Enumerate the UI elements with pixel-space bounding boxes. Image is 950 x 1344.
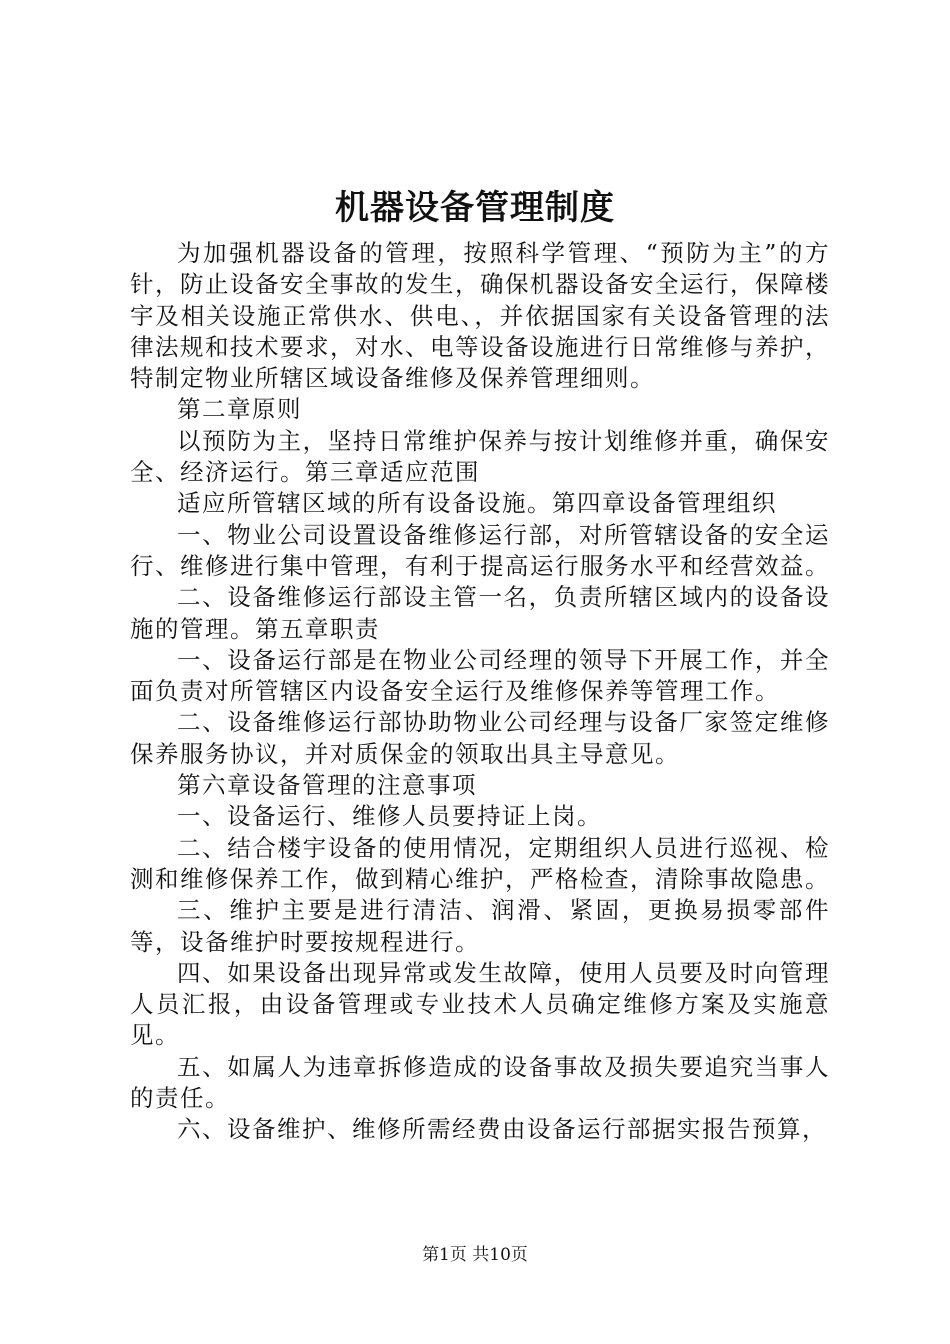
document-body (130, 238, 830, 1146)
paragraph-principle: 以预防为主，坚持日常维护保养与按计划维修并重，确保安全、经济运行。第三章适应范围 (130, 426, 830, 487)
paragraph-notice-2: 二、结合楼宇设备的使用情况，定期组织人员进行巡视、检测和维修保养工作，做到精心维护，严格检查，清除事故隐患。 (130, 833, 830, 893)
paragraph-chapter-6-heading: 第六章设备管理的注意事项 (177, 771, 477, 800)
paragraph-scope: 适应所管辖区域的所有设备设施。第四章设备管理组织 (177, 489, 777, 518)
paragraph-notice-6: 六、设备维护、维修所需经费由设备运行部据实报告预算， (177, 1115, 827, 1144)
paragraph-notice-5: 五、如属人为违章拆修造成的设备事故及损失要追究当事人的责任。 (130, 1052, 830, 1113)
page-number-footer: 第1页 共10页 (422, 1245, 528, 1265)
paragraph-org-1: 一、物业公司设置设备维修运行部，对所管辖设备的安全运行、维修进行集中管理，有利于提高运行服务水平和经营效益。 (130, 520, 830, 580)
paragraph-org-2: 二、设备维修运行部设主管一名，负责所辖区域内的设备设施的管理。第五章职责 (130, 583, 830, 643)
paragraph-chapter-2-heading: 第二章原则 (177, 395, 302, 424)
paragraph-duty-2: 二、设备维修运行部协助物业公司经理与设备厂家签定维修保养服务协议，并对质保金的领取出具主导意见。 (130, 708, 830, 768)
paragraph-notice-4: 四、如果设备出现异常或发生故障，使用人员要及时向管理人员汇报，由设备管理或专业技术人员确定维修方案及实施意见。 (130, 958, 830, 1050)
paragraph-notice-1: 一、设备运行、维修人员要持证上岗。 (177, 802, 602, 831)
paragraph-notice-3: 三、维护主要是进行清洁、润滑、紧固，更换易损零部件等，设备维护时要按规程进行。 (130, 896, 830, 956)
document-title: 机器设备管理制度 (335, 188, 615, 228)
paragraph-intro: 为加强机器设备的管理，按照科学管理、“预防为主”的方针，防止设备安全事故的发生，确保机器设备安全运行，保障楼宇及相关设施正常供水、供电、，并依据国家有关设备管理的法律法规和技术要求，对水、电等设备设施进行日常维修与养护，特制定物业所辖区域设备维修及保养管理细则。 (130, 239, 830, 393)
paragraph-duty-1: 一、设备运行部是在物业公司经理的领导下开展工作，并全面负责对所管辖区内设备安全运行及维修保养等管理工作。 (130, 645, 830, 706)
